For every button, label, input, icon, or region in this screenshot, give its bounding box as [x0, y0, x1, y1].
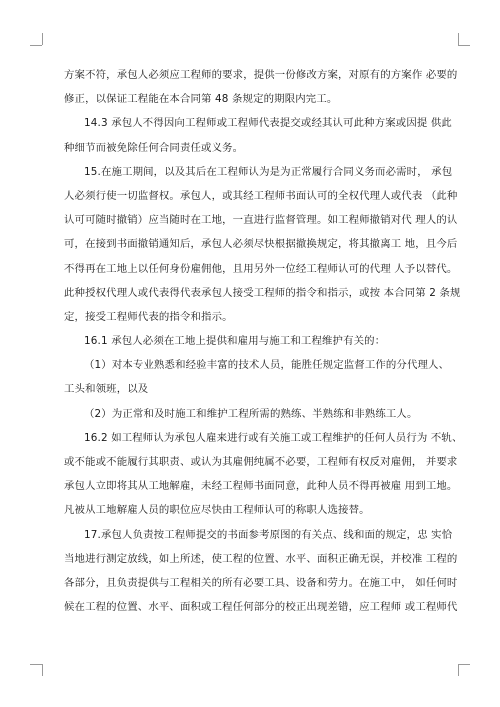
- text-line: 或不能或不能履行其职责、或认为其雇佣纯属不必要，工程师有权反对雇佣， 并要求: [64, 456, 458, 468]
- text-line: 16.1 承包人必须在工地上提供和雇用与施工和工程维护有关的：: [84, 335, 386, 348]
- text-line: 可，在接到书面撤销通知后，承包人必须尽快根据撤换规定，将其撤离工 地，且今后: [64, 238, 458, 251]
- crop-mark-top-left-v: [42, 33, 43, 45]
- text-line: 工头和领班，以及: [64, 383, 149, 396]
- text-line: 各部分，且负责提供与工程相关的所有必要工具、设备和劳力。在施工中， 如任何时: [64, 576, 458, 589]
- text-line: 认可可随时撤销）应当随时在工地，一直进行监督管理。如工程师撤销对代 理人的认: [64, 214, 458, 227]
- text-line: 种细节而被免除任何合同责任或义务。: [64, 141, 244, 154]
- crop-mark-bottom-right-v: [458, 664, 459, 676]
- document-body: [64, 68, 463, 624]
- crop-mark-bottom-left-h: [30, 664, 42, 665]
- crop-mark-top-left-h: [30, 45, 42, 46]
- text-line: （1）对本专业熟悉和经验丰富的技术人员，能胜任规定监督工作的分代理人、: [84, 359, 450, 372]
- text-line: 凡被从工地解雇人员的职位应尽快由工程师认可的称职人选接替。: [64, 504, 370, 517]
- text-line: 承包人立即将其从工地解雇，未经工程师书面同意，此种人员不得再被雇 用到工地。: [64, 480, 458, 493]
- text-line: 候在工程的位置、水平、面积或工程任何部分的校正出现差错，应工程师 或工程师代: [64, 601, 458, 614]
- text-line: 当地进行测定放线，如上所述，使工程的位置、水平、面积正确无误，并校准 工程的: [64, 552, 458, 565]
- crop-mark-top-right-h: [458, 45, 470, 46]
- text-line: 17.承包人负责按工程师提交的书面参考原图的有关点、线和面的规定，忠 实恰: [84, 528, 453, 541]
- text-line: 此种授权代理人或代表得代表承包人接受工程师的指令和指示，或按 本合同第 2 条规: [64, 286, 461, 299]
- crop-mark-top-right-v: [458, 33, 459, 45]
- text-line: 人必须行使一切监督权。承包人，或其经工程师书面认可的全权代理人或代表 （此种: [64, 189, 458, 202]
- text-line: 定，接受工程师代表的指令和指示。: [64, 310, 233, 323]
- text-line: 方案不符，承包人必须应工程师的要求，提供一份修改方案，对原有的方案作 必要的: [64, 69, 458, 81]
- text-line: （2）为正常和及时施工和维护工程所需的熟练、半熟练和非熟练工人。: [84, 407, 418, 420]
- text-line: 15.在施工期间，以及其后在工程师认为是为正常履行合同义务而必需时， 承包: [84, 165, 453, 178]
- text-line: 不得再在工地上以任何身份雇佣他，且用另外一位经工程师认可的代理 人予以替代。: [64, 262, 458, 275]
- crop-mark-bottom-left-v: [42, 664, 43, 676]
- text-line: 修正，以保证工程能在本合同第 48 条规定的期限内完工。: [64, 93, 338, 106]
- text-line: 16.2 如工程师认为承包人雇来进行或有关施工或工程维护的任何人员行为 不轨、: [84, 431, 463, 444]
- crop-mark-bottom-right-h: [458, 664, 470, 665]
- text-line: 14.3 承包人不得因向工程师或工程师代表提交或经其认可此种方案或因提 供此: [84, 117, 452, 130]
